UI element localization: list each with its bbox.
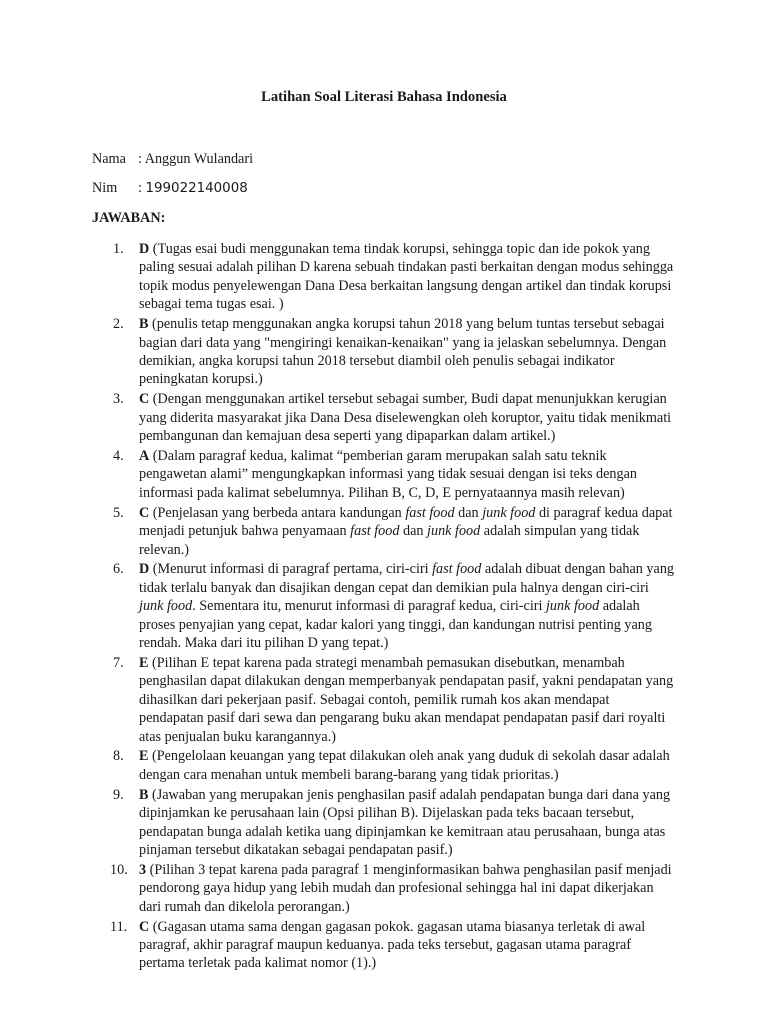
nim-number: 199022140008 xyxy=(145,181,248,196)
answer-item-4 xyxy=(0,447,768,502)
answer-explanation: (Dengan menggunakan artikel tersebut sebagai sumber, Budi dapat menunjukkan kerugian yang diderita masyarakat jika Dana Desa diselewengkan oleh koruptor, yaitu tidak menikmati pembangunan dan kemajuan desa seperti yang dipaparkan dalam artikel.) xyxy=(139,391,672,445)
answer-number: 8. xyxy=(113,748,124,765)
answer-item-5 xyxy=(0,504,768,559)
answer-item-1 xyxy=(0,240,768,314)
answer-text-segment: adalah dibuat dengan bahan yang tidak terlalu banyak dan disajikan dengan cepat dan demikian pula halnya dengan ciri-ciri xyxy=(139,561,675,596)
foreign-term: fast food xyxy=(405,504,455,521)
document-title: Latihan Soal Literasi Bahasa Indonesia xyxy=(261,89,507,105)
answer-explanation: (Dalam paragraf kedua, kalimat “pemberian garam merupakan salah satu teknik pengawetan alami” mengungkapkan informasi yang tidak sesuai dengan isi teks dengan informasi pada kalimat sebelumnya. Pilihan B, C, D, E pernyataannya masih relevan) xyxy=(139,447,637,501)
answer-number: 7. xyxy=(113,654,124,671)
answer-text-segment: adalah simpulan yang tidak relevan.) xyxy=(139,523,640,558)
answer-list xyxy=(0,240,768,974)
answer-item-8 xyxy=(0,747,768,784)
answer-explanation: (penulis tetap menggunakan angka korupsi tahun 2018 yang belum tuntas tersebut sebagai bagian dari data yang "mengiringi kenaikan-kenaikan" yang ia jelaskan sebelumnya. Dengan demikian, angka korupsi tahun 2018 tersebut diambil oleh penulis sebagai indikator peningkatan korupsi.) xyxy=(139,316,667,388)
answer-item-11 xyxy=(0,918,768,973)
answer-text-segment: di paragraf kedua dapat menjadi petunjuk bahwa penyamaan xyxy=(139,504,673,540)
answer-number: 6. xyxy=(113,561,124,578)
answer-number: 1. xyxy=(113,241,124,257)
answer-letter: D xyxy=(139,561,150,578)
nim-value xyxy=(138,179,248,198)
answer-number: 4. xyxy=(113,447,124,464)
answer-letter: E xyxy=(139,748,149,765)
answer-text-segment: adalah proses penyajian yang cepat, kadar kalori yang tinggi, dan kandungan nutrisi penting yang rendah. Maka dari itu pilihan D yang tepat.) xyxy=(139,598,652,652)
foreign-term: junk food xyxy=(482,504,536,521)
answer-explanation: (Pilihan 3 tepat karena pada paragraf 1 menginformasikan bahwa penghasilan pasif menjadi pendorong gaya hidup yang lebih mudah dan profesional sehingga hal ini dapat dikerjakan dari rumah dan dikelola perorangan.) xyxy=(139,861,672,915)
nim-separator: : xyxy=(138,180,146,196)
answer-text-segment: dan xyxy=(399,523,428,540)
name-label: Nama xyxy=(92,151,126,167)
name-value: : Anggun Wulandari xyxy=(138,151,254,167)
answer-item-2 xyxy=(0,315,768,389)
answer-text-segment: dan xyxy=(454,504,483,521)
answer-letter: D xyxy=(139,241,150,257)
answer-letter: A xyxy=(139,447,150,464)
answer-letter: B xyxy=(139,786,149,803)
answer-letter: 3 xyxy=(139,861,147,878)
answer-number: 3. xyxy=(113,391,124,408)
answer-item-9 xyxy=(0,786,768,860)
answer-letter: C xyxy=(139,918,150,935)
answer-item-3 xyxy=(0,390,768,445)
answer-explanation: (Gagasan utama sama dengan gagasan pokok. gagasan utama biasanya terletak di awal paragraf, akhir paragraf maupun keduanya. pada teks tersebut, gagasan utama paragraf pertama terletak pada kalimat nomor (1).) xyxy=(139,918,646,972)
answer-number: 9. xyxy=(113,786,124,803)
answer-explanation: (Jawaban yang merupakan jenis penghasilan pasif adalah pendapatan bunga dari dana yang dipinjamkan ke perusahaan lain (Opsi pilihan B). Dijelaskan pada teks bacaan tersebut, pendapatan bunga adalah ketika uang dipinjamkan ke kemitraan atau perusahaan, bunga atas pinjaman tersebut dikatakan sebagai pendapatan pasif.) xyxy=(139,786,671,858)
answer-text-segment: . Sementara itu, menurut informasi di paragraf kedua, ciri-ciri xyxy=(192,598,546,615)
foreign-term: junk food xyxy=(139,598,193,615)
answer-explanation: (Pilihan E tepat karena pada strategi menambah pemasukan disebutkan, menambah penghasilan dapat dilakukan dengan memperbanyak pendapatan pasif, yakni pendapatan yang dihasilkan dari pekerjaan pasif. Sebagai contoh, pemilik rumah kos akan mendapat pendapatan pasif dari sewa dan pengarang buku akan mendapat pendapatan pasif dari royalti atas penjualan buku karangannya.) xyxy=(139,654,674,745)
answer-item-7 xyxy=(0,654,768,746)
answer-letter: E xyxy=(139,654,149,671)
answer-letter: C xyxy=(139,504,150,521)
foreign-term: fast food xyxy=(350,523,400,540)
answer-explanation: (Tugas esai budi menggunakan tema tindak korupsi, sehingga topic dan ide pokok yang paling sesuai adalah pilihan D karena sebuah tindakan pasti berkaitan dengan modus sehingga topik modus penyelewengan Dana Desa berkaitan langsung dengan artikel dan tindak korupsi sebagai tema tugas esai. ) xyxy=(139,241,674,313)
foreign-term: junk food xyxy=(545,598,600,615)
answer-number: 10. xyxy=(110,861,128,878)
answer-number: 11. xyxy=(110,918,128,935)
foreign-term: fast food xyxy=(432,561,482,578)
answer-item-6 xyxy=(0,560,768,652)
answer-letter: C xyxy=(139,391,150,408)
answers-heading: JAWABAN: xyxy=(92,210,166,226)
answer-number: 5. xyxy=(113,504,124,521)
answer-number: 2. xyxy=(113,316,124,333)
answer-letter: B xyxy=(139,316,149,333)
answer-item-10 xyxy=(0,861,768,916)
foreign-term: junk food xyxy=(427,523,481,540)
answer-text-segment: (Menurut informasi di paragraf pertama, ciri-ciri xyxy=(149,561,433,578)
answer-explanation: (Pengelolaan keuangan yang tepat dilakukan oleh anak yang duduk di sekolah dasar adalah dengan cara menahan untuk membeli barang-barang yang tidak prioritas.) xyxy=(139,748,670,783)
answer-text-segment: (Penjelasan yang berbeda antara kandungan xyxy=(149,504,406,521)
nim-label: Nim xyxy=(92,180,118,196)
